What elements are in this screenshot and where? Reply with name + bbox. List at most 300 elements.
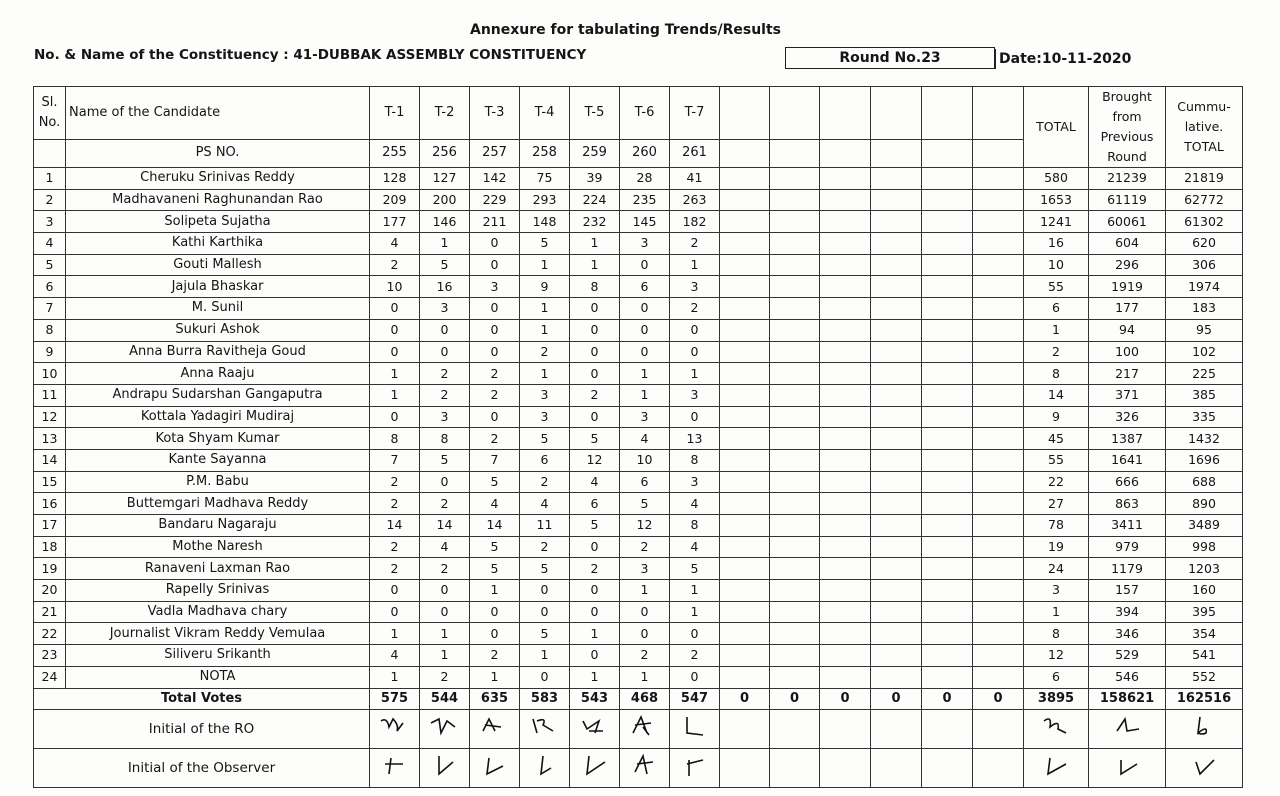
empty-cell xyxy=(820,580,871,602)
observer-initial-signature xyxy=(1166,749,1243,788)
table-vote-cell: 3 xyxy=(670,471,720,493)
table-vote-cell: 5 xyxy=(520,558,570,580)
serial-number: 17 xyxy=(34,515,66,537)
empty-cell xyxy=(720,406,770,428)
empty-cell xyxy=(770,645,820,667)
observer-initial-signature xyxy=(520,749,570,788)
empty-cell xyxy=(820,363,871,385)
table-vote-cell: 4 xyxy=(470,493,520,515)
empty-cell xyxy=(973,254,1024,276)
ps-number: 260 xyxy=(620,139,670,167)
table-vote-cell: 128 xyxy=(370,168,420,190)
empty-cell xyxy=(922,645,973,667)
candidate-row xyxy=(34,189,1243,211)
table-vote-cell: 2 xyxy=(420,384,470,406)
table-vote-cell: 3 xyxy=(520,384,570,406)
brought-header: Brought from Previous Round xyxy=(1089,87,1166,168)
row-total: 55 xyxy=(1024,276,1089,298)
empty-cell xyxy=(922,428,973,450)
row-total: 14 xyxy=(1024,384,1089,406)
empty-cell xyxy=(820,666,871,688)
table-vote-cell: 0 xyxy=(370,298,420,320)
observer-initial-signature xyxy=(670,749,720,788)
row-total: 16 xyxy=(1024,233,1089,255)
candidate-name: Andrapu Sudarshan Gangaputra xyxy=(66,384,370,406)
empty-cell xyxy=(871,666,922,688)
brought-from-previous: 94 xyxy=(1089,319,1166,341)
candidate-row xyxy=(34,536,1243,558)
observer-initial-signature xyxy=(470,749,520,788)
empty-cell xyxy=(922,168,973,190)
empty-cell xyxy=(720,298,770,320)
table-vote-cell: 1 xyxy=(370,666,420,688)
brought-from-previous: 371 xyxy=(1089,384,1166,406)
empty-cell xyxy=(871,168,922,190)
total-cell: 635 xyxy=(470,688,520,710)
ps-number: 257 xyxy=(470,139,520,167)
table-vote-cell: 232 xyxy=(570,211,620,233)
table-vote-cell: 6 xyxy=(520,449,570,471)
brought-from-previous: 1919 xyxy=(1089,276,1166,298)
ro-initial-signature xyxy=(370,710,420,749)
ps-number: 261 xyxy=(670,139,720,167)
table-vote-cell: 10 xyxy=(620,449,670,471)
empty-cell xyxy=(871,254,922,276)
empty-cell xyxy=(720,471,770,493)
table-vote-cell: 0 xyxy=(370,601,420,623)
empty-cell xyxy=(922,298,973,320)
observer-initial-signature xyxy=(1089,749,1166,788)
candidate-name: Anna Burra Ravitheja Goud xyxy=(66,341,370,363)
table-vote-cell: 142 xyxy=(470,168,520,190)
table-vote-cell: 0 xyxy=(420,601,470,623)
cumulative-total: 3489 xyxy=(1166,515,1243,537)
empty-cell xyxy=(871,319,922,341)
empty-cell xyxy=(720,276,770,298)
empty-cell xyxy=(820,211,871,233)
table-vote-cell: 0 xyxy=(470,601,520,623)
table-vote-cell: 3 xyxy=(620,406,670,428)
table-vote-cell: 0 xyxy=(470,623,520,645)
table-vote-cell: 1 xyxy=(620,666,670,688)
empty-cell xyxy=(820,493,871,515)
serial-number: 7 xyxy=(34,298,66,320)
serial-number: 18 xyxy=(34,536,66,558)
ps-number: 256 xyxy=(420,139,470,167)
brought-from-previous: 1179 xyxy=(1089,558,1166,580)
cumulative-total: 183 xyxy=(1166,298,1243,320)
candidate-row xyxy=(34,449,1243,471)
empty-header xyxy=(720,139,770,167)
candidate-name: Siliveru Srikanth xyxy=(66,645,370,667)
table-vote-cell: 3 xyxy=(420,298,470,320)
row-total: 45 xyxy=(1024,428,1089,450)
table-vote-cell: 1 xyxy=(670,363,720,385)
empty-header xyxy=(973,139,1024,167)
cumulative-total: 354 xyxy=(1166,623,1243,645)
table-vote-cell: 1 xyxy=(570,666,620,688)
empty-cell xyxy=(922,580,973,602)
table-vote-cell: 8 xyxy=(670,449,720,471)
table-vote-cell: 1 xyxy=(620,384,670,406)
empty-cell xyxy=(922,276,973,298)
candidate-row xyxy=(34,601,1243,623)
observer-initial-signature xyxy=(620,749,670,788)
empty-cell xyxy=(922,254,973,276)
cumulative-total: 890 xyxy=(1166,493,1243,515)
serial-number: 9 xyxy=(34,341,66,363)
empty-cell xyxy=(720,211,770,233)
table-vote-cell: 1 xyxy=(520,319,570,341)
observer-initial-signature xyxy=(420,749,470,788)
table-vote-cell: 211 xyxy=(470,211,520,233)
serial-number: 2 xyxy=(34,189,66,211)
ro-initial-signature xyxy=(420,710,470,749)
table-vote-cell: 2 xyxy=(420,363,470,385)
serial-number: 21 xyxy=(34,601,66,623)
empty-cell xyxy=(770,189,820,211)
table-vote-cell: 0 xyxy=(570,298,620,320)
table-vote-cell: 200 xyxy=(420,189,470,211)
empty-cell xyxy=(973,319,1024,341)
table-vote-cell: 1 xyxy=(520,298,570,320)
empty-header xyxy=(820,139,871,167)
table-vote-cell: 0 xyxy=(370,341,420,363)
table-vote-cell: 0 xyxy=(370,319,420,341)
table-vote-cell: 2 xyxy=(420,666,470,688)
empty-cell xyxy=(922,211,973,233)
ps-number: 255 xyxy=(370,139,420,167)
serial-number: 3 xyxy=(34,211,66,233)
candidate-name: Anna Raaju xyxy=(66,363,370,385)
table-vote-cell: 0 xyxy=(620,623,670,645)
empty-cell xyxy=(973,493,1024,515)
empty-cell xyxy=(973,710,1024,749)
total-cell: 0 xyxy=(871,688,922,710)
empty-cell xyxy=(973,168,1024,190)
empty-cell xyxy=(820,406,871,428)
table-vote-cell: 2 xyxy=(520,341,570,363)
empty-cell xyxy=(922,710,973,749)
ro-initial-signature xyxy=(520,710,570,749)
empty-cell xyxy=(922,558,973,580)
table-vote-cell: 0 xyxy=(620,341,670,363)
table-vote-cell: 1 xyxy=(520,363,570,385)
table-vote-cell: 13 xyxy=(670,428,720,450)
table-vote-cell: 0 xyxy=(670,319,720,341)
empty-cell xyxy=(820,319,871,341)
table-vote-cell: 0 xyxy=(420,580,470,602)
candidate-row xyxy=(34,341,1243,363)
empty-cell xyxy=(922,536,973,558)
table-vote-cell: 0 xyxy=(570,580,620,602)
table-vote-cell: 1 xyxy=(570,233,620,255)
brought-from-previous: 100 xyxy=(1089,341,1166,363)
empty-cell xyxy=(871,471,922,493)
table-vote-cell: 1 xyxy=(520,645,570,667)
empty-cell xyxy=(871,406,922,428)
table-vote-cell: 0 xyxy=(470,254,520,276)
empty-cell xyxy=(922,623,973,645)
total-cell: 543 xyxy=(570,688,620,710)
sl-blank xyxy=(34,139,66,167)
table-vote-cell: 0 xyxy=(520,580,570,602)
table-header: T-3 xyxy=(470,87,520,140)
row-total: 580 xyxy=(1024,168,1089,190)
empty-cell xyxy=(770,341,820,363)
empty-cell xyxy=(973,623,1024,645)
table-vote-cell: 2 xyxy=(520,471,570,493)
empty-cell xyxy=(871,211,922,233)
candidate-row xyxy=(34,211,1243,233)
serial-number: 14 xyxy=(34,449,66,471)
table-vote-cell: 0 xyxy=(470,406,520,428)
empty-cell xyxy=(820,233,871,255)
empty-cell xyxy=(770,319,820,341)
serial-number: 15 xyxy=(34,471,66,493)
table-vote-cell: 4 xyxy=(520,493,570,515)
empty-cell xyxy=(770,601,820,623)
empty-cell xyxy=(820,558,871,580)
table-vote-cell: 235 xyxy=(620,189,670,211)
total-cell: 575 xyxy=(370,688,420,710)
cumulative-total: 541 xyxy=(1166,645,1243,667)
table-vote-cell: 6 xyxy=(570,493,620,515)
table-vote-cell: 2 xyxy=(370,254,420,276)
brought-from-previous: 217 xyxy=(1089,363,1166,385)
empty-header xyxy=(973,87,1024,140)
table-vote-cell: 0 xyxy=(570,341,620,363)
table-vote-cell: 3 xyxy=(470,276,520,298)
candidate-row xyxy=(34,276,1243,298)
table-vote-cell: 2 xyxy=(520,536,570,558)
date: Date:10-11-2020 xyxy=(995,49,1131,69)
table-vote-cell: 3 xyxy=(520,406,570,428)
table-vote-cell: 5 xyxy=(570,428,620,450)
table-vote-cell: 0 xyxy=(620,298,670,320)
empty-cell xyxy=(871,363,922,385)
table-vote-cell: 0 xyxy=(620,319,670,341)
empty-cell xyxy=(973,384,1024,406)
table-vote-cell: 5 xyxy=(420,449,470,471)
table-vote-cell: 148 xyxy=(520,211,570,233)
brought-from-previous: 60061 xyxy=(1089,211,1166,233)
empty-cell xyxy=(871,233,922,255)
table-vote-cell: 0 xyxy=(370,580,420,602)
empty-cell xyxy=(720,558,770,580)
cumulative-total: 160 xyxy=(1166,580,1243,602)
empty-cell xyxy=(871,341,922,363)
total-votes-label: Total Votes xyxy=(34,688,370,710)
empty-cell xyxy=(871,558,922,580)
serial-number: 24 xyxy=(34,666,66,688)
empty-header xyxy=(720,87,770,140)
table-vote-cell: 146 xyxy=(420,211,470,233)
empty-cell xyxy=(922,233,973,255)
table-vote-cell: 0 xyxy=(570,645,620,667)
serial-number: 23 xyxy=(34,645,66,667)
empty-cell xyxy=(871,515,922,537)
table-vote-cell: 4 xyxy=(570,471,620,493)
grand-prev: 158621 xyxy=(1089,688,1166,710)
empty-header xyxy=(770,87,820,140)
candidate-row xyxy=(34,406,1243,428)
header-row xyxy=(34,87,1243,140)
table-vote-cell: 1 xyxy=(370,384,420,406)
table-vote-cell: 2 xyxy=(420,493,470,515)
constituency-label: No. & Name of the Constituency : 41-DUBBAK ASSEMBLY CONSTITUENCY xyxy=(34,47,587,63)
candidate-row xyxy=(34,428,1243,450)
serial-number: 22 xyxy=(34,623,66,645)
empty-cell xyxy=(922,471,973,493)
table-vote-cell: 4 xyxy=(370,233,420,255)
table-vote-cell: 224 xyxy=(570,189,620,211)
candidate-rows xyxy=(34,168,1243,689)
empty-cell xyxy=(770,298,820,320)
brought-from-previous: 529 xyxy=(1089,645,1166,667)
cumulative-total: 225 xyxy=(1166,363,1243,385)
empty-cell xyxy=(720,580,770,602)
empty-cell xyxy=(820,449,871,471)
table-vote-cell: 7 xyxy=(370,449,420,471)
brought-from-previous: 394 xyxy=(1089,601,1166,623)
table-vote-cell: 1 xyxy=(620,363,670,385)
candidate-row xyxy=(34,558,1243,580)
empty-cell xyxy=(973,601,1024,623)
table-vote-cell: 4 xyxy=(620,428,670,450)
total-cell: 0 xyxy=(770,688,820,710)
annexure-title: Annexure for tabulating Trends/Results xyxy=(470,22,781,38)
table-vote-cell: 229 xyxy=(470,189,520,211)
empty-cell xyxy=(770,233,820,255)
empty-cell xyxy=(922,189,973,211)
empty-cell xyxy=(871,645,922,667)
cumulative-total: 620 xyxy=(1166,233,1243,255)
observer-initial-signature xyxy=(570,749,620,788)
empty-cell xyxy=(922,449,973,471)
empty-cell xyxy=(720,449,770,471)
candidate-name: Mothe Naresh xyxy=(66,536,370,558)
table-vote-cell: 2 xyxy=(420,558,470,580)
table-vote-cell: 2 xyxy=(370,493,420,515)
empty-cell xyxy=(973,211,1024,233)
table-header: T-7 xyxy=(670,87,720,140)
table-vote-cell: 9 xyxy=(520,276,570,298)
empty-cell xyxy=(720,536,770,558)
row-total: 6 xyxy=(1024,666,1089,688)
total-cell: 0 xyxy=(720,688,770,710)
serial-number: 12 xyxy=(34,406,66,428)
row-total: 22 xyxy=(1024,471,1089,493)
cumulative-total: 306 xyxy=(1166,254,1243,276)
empty-cell xyxy=(720,749,770,788)
row-total: 10 xyxy=(1024,254,1089,276)
serial-number: 4 xyxy=(34,233,66,255)
table-vote-cell: 75 xyxy=(520,168,570,190)
candidate-row xyxy=(34,580,1243,602)
table-header: T-2 xyxy=(420,87,470,140)
table-vote-cell: 5 xyxy=(470,471,520,493)
table-vote-cell: 5 xyxy=(420,254,470,276)
brought-from-previous: 296 xyxy=(1089,254,1166,276)
table-vote-cell: 0 xyxy=(670,623,720,645)
row-total: 12 xyxy=(1024,645,1089,667)
table-vote-cell: 8 xyxy=(570,276,620,298)
empty-cell xyxy=(871,601,922,623)
table-vote-cell: 28 xyxy=(620,168,670,190)
table-vote-cell: 0 xyxy=(570,363,620,385)
candidate-row xyxy=(34,645,1243,667)
table-vote-cell: 0 xyxy=(520,666,570,688)
table-vote-cell: 41 xyxy=(670,168,720,190)
empty-cell xyxy=(820,384,871,406)
grand-cumulative: 162516 xyxy=(1166,688,1243,710)
table-vote-cell: 5 xyxy=(520,623,570,645)
row-total: 6 xyxy=(1024,298,1089,320)
empty-cell xyxy=(720,189,770,211)
table-vote-cell: 1 xyxy=(670,601,720,623)
empty-cell xyxy=(973,471,1024,493)
empty-cell xyxy=(770,384,820,406)
cumulative-total: 395 xyxy=(1166,601,1243,623)
empty-cell xyxy=(820,298,871,320)
row-total: 24 xyxy=(1024,558,1089,580)
initial-ro-row xyxy=(34,710,1243,749)
empty-cell xyxy=(720,601,770,623)
cumulative-total: 998 xyxy=(1166,536,1243,558)
table-vote-cell: 2 xyxy=(470,645,520,667)
row-total: 1 xyxy=(1024,319,1089,341)
serial-number: 13 xyxy=(34,428,66,450)
empty-cell xyxy=(770,536,820,558)
cumulative-total: 1432 xyxy=(1166,428,1243,450)
table-vote-cell: 2 xyxy=(670,298,720,320)
empty-cell xyxy=(922,363,973,385)
cumulative-total: 552 xyxy=(1166,666,1243,688)
table-vote-cell: 1 xyxy=(470,580,520,602)
row-total: 8 xyxy=(1024,623,1089,645)
ps-no-header: PS NO. xyxy=(66,139,370,167)
cumulative-header: Cummu- lative. TOTAL xyxy=(1166,87,1243,168)
ro-initial-signature xyxy=(570,710,620,749)
table-vote-cell: 4 xyxy=(670,536,720,558)
ro-initial-signature xyxy=(670,710,720,749)
candidate-row xyxy=(34,298,1243,320)
row-total: 8 xyxy=(1024,363,1089,385)
cumulative-total: 385 xyxy=(1166,384,1243,406)
table-vote-cell: 11 xyxy=(520,515,570,537)
table-vote-cell: 2 xyxy=(620,645,670,667)
total-cell: 0 xyxy=(922,688,973,710)
brought-from-previous: 1641 xyxy=(1089,449,1166,471)
table-vote-cell: 4 xyxy=(420,536,470,558)
empty-cell xyxy=(770,710,820,749)
table-vote-cell: 1 xyxy=(370,623,420,645)
cumulative-total: 21819 xyxy=(1166,168,1243,190)
candidate-name: Kota Shyam Kumar xyxy=(66,428,370,450)
empty-cell xyxy=(820,623,871,645)
empty-cell xyxy=(820,189,871,211)
table-vote-cell: 1 xyxy=(420,623,470,645)
empty-cell xyxy=(973,406,1024,428)
empty-cell xyxy=(820,168,871,190)
brought-from-previous: 3411 xyxy=(1089,515,1166,537)
empty-cell xyxy=(871,189,922,211)
empty-cell xyxy=(770,254,820,276)
table-vote-cell: 39 xyxy=(570,168,620,190)
brought-from-previous: 21239 xyxy=(1089,168,1166,190)
table-vote-cell: 1 xyxy=(670,254,720,276)
